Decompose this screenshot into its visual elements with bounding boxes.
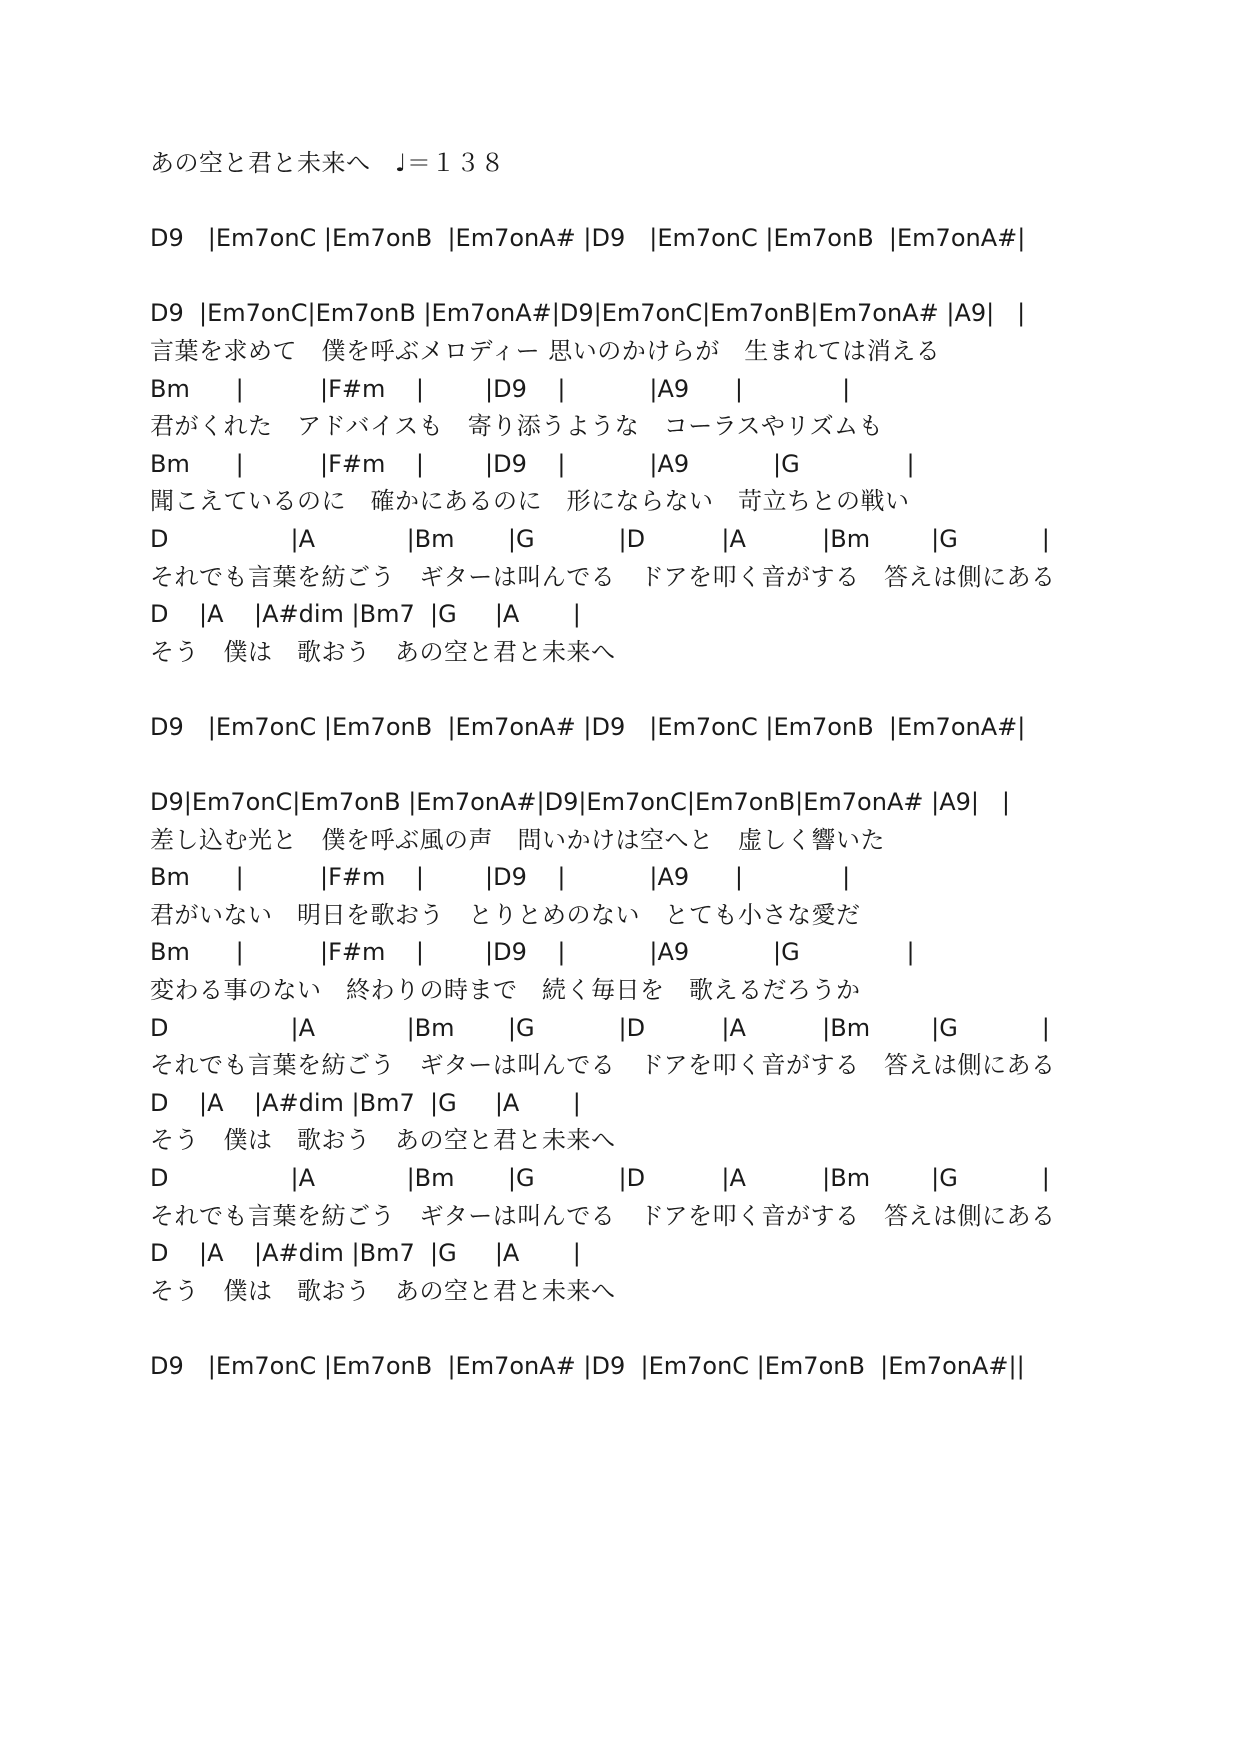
chorus2-lyric-1: それでも言葉を紡ごう ギターは叫んでる ドアを叩く音がする 答えは側にある <box>150 1051 1056 1080</box>
chorus3-lyric-2: そう 僕は 歌おう あの空と君と未来へ <box>150 1276 616 1305</box>
blank-line <box>150 183 1210 221</box>
chorus2-lyric-2: そう 僕は 歌おう あの空と君と未来へ <box>150 1126 616 1155</box>
blank-line <box>150 747 1210 785</box>
chorus2-chords-2: D |A |A#dim |Bm7 |G |A | <box>150 1088 581 1117</box>
verse2-lyric-2: 君がいない 明日を歌おう とりとめのない とても小さな愛だ <box>150 900 861 929</box>
verse2-chords-1: D9|Em7onC|Em7onB |Em7onA#|D9|Em7onC|Em7onB|Em7onA# |A9| | <box>150 788 1010 817</box>
song-title: あの空と君と未来へ ♩＝１３８ <box>150 149 505 177</box>
blank-line <box>150 258 1210 296</box>
chorus3-chords-2: D |A |A#dim |Bm7 |G |A | <box>150 1239 581 1268</box>
verse1-lyric-2: 君がくれた アドバイスも 寄り添うような コーラスやリズムも <box>150 412 884 441</box>
outro-chords: D9 |Em7onC |Em7onB |Em7onA# |D9 |Em7onC |Em7onB |Em7onA#|| <box>150 1352 1025 1380</box>
verse1-chords-2: Bm | |F#m | |D9 | |A9 | | <box>150 374 851 403</box>
verse1-chords-1: D9 |Em7onC|Em7onB |Em7onA#|D9|Em7onC|Em7onB|Em7onA# |A9| | <box>150 299 1026 328</box>
verse1-chords-3: Bm | |F#m | |D9 | |A9 |G | <box>150 449 915 478</box>
chorus2-chords-1: D |A |Bm |G |D |A |Bm |G | <box>150 1013 1050 1042</box>
verse2-lyric-1: 差し込む光と 僕を呼ぶ風の声 問いかけは空へと 虚しく響いた <box>150 825 885 854</box>
verse2-lyric-3: 変わる事のない 終わりの時まで 続く毎日を 歌えるだろうか <box>150 976 861 1005</box>
chorus3-chords-1: D |A |Bm |G |D |A |Bm |G | <box>150 1164 1050 1193</box>
interlude-chords: D9 |Em7onC |Em7onB |Em7onA# |D9 |Em7onC |Em7onB |Em7onA#| <box>150 712 1026 741</box>
chorus1-chords-2: D |A |A#dim |Bm7 |G |A | <box>150 600 581 629</box>
verse1-lyric-3: 聞こえているのに 確かにあるのに 形にならない 苛立ちとの戦い <box>150 487 910 516</box>
blank-line <box>150 1310 1210 1348</box>
verse2-chords-2: Bm | |F#m | |D9 | |A9 | | <box>150 863 851 892</box>
verse2-chords-3: Bm | |F#m | |D9 | |A9 |G | <box>150 938 915 967</box>
chorus3-lyric-1: それでも言葉を紡ごう ギターは叫んでる ドアを叩く音がする 答えは側にある <box>150 1201 1056 1230</box>
chorus1-chords-1: D |A |Bm |G |D |A |Bm |G | <box>150 524 1050 553</box>
verse1-lyric-1: 言葉を求めて 僕を呼ぶメロディー 思いのかけらが 生まれては消える <box>150 336 941 365</box>
chorus1-lyric-1: それでも言葉を紡ごう ギターは叫んでる ドアを叩く音がする 答えは側にある <box>150 562 1056 591</box>
intro-chords: D9 |Em7onC |Em7onB |Em7onA# |D9 |Em7onC |Em7onB |Em7onA#| <box>150 224 1026 253</box>
blank-line <box>150 671 1210 709</box>
chord-sheet <box>150 145 1210 1386</box>
chorus1-lyric-2: そう 僕は 歌おう あの空と君と未来へ <box>150 637 616 666</box>
